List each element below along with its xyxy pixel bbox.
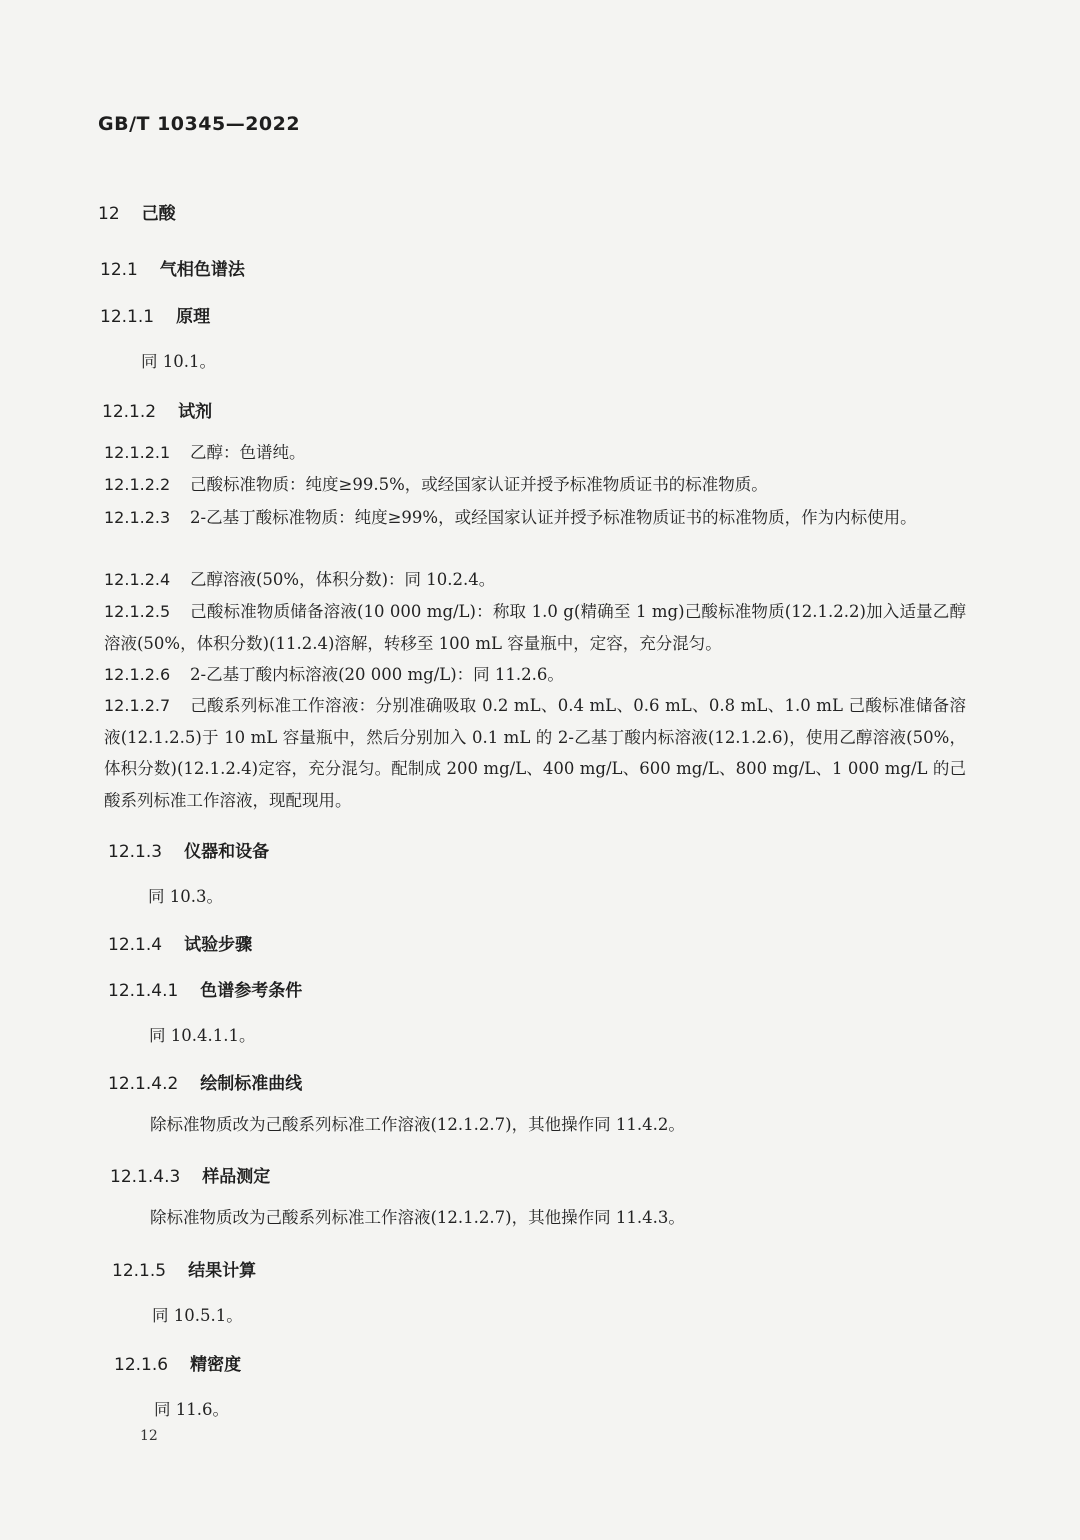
section-body-12-1-3: 同 10.3。 bbox=[148, 887, 223, 906]
section-body-12-1-4-3: 除标准物质改为己酸系列标准工作溶液(12.1.2.7)，其他操作同 11.4.3。 bbox=[150, 1208, 685, 1227]
section-number: 12.1.5 bbox=[112, 1261, 167, 1281]
section-number: 12.1.4.1 bbox=[108, 981, 179, 1001]
section-title: 结果计算 bbox=[188, 1261, 257, 1281]
section-number: 12.1.6 bbox=[114, 1355, 169, 1375]
section-title: 仪器和设备 bbox=[184, 842, 270, 862]
reagent-number: 12.1.2.7 bbox=[104, 696, 171, 715]
reagent-number: 12.1.2.3 bbox=[104, 508, 171, 527]
section-body-12-1-6: 同 11.6。 bbox=[154, 1400, 229, 1419]
section-heading-12-1-4 bbox=[108, 930, 252, 955]
section-heading-12-1-4-1 bbox=[108, 976, 302, 1001]
section-body-12-1-4-1: 同 10.4.1.1。 bbox=[149, 1026, 256, 1045]
section-number: 12 bbox=[98, 204, 120, 224]
reagent-number: 12.1.2.6 bbox=[104, 665, 171, 684]
section-body-12-1-5: 同 10.5.1。 bbox=[152, 1306, 243, 1325]
reagent-text: 己酸标准物质：纯度≥99.5%，或经国家认证并授予标准物质证书的标准物质。 bbox=[190, 475, 768, 494]
standard-code: GB/T 10345—2022 bbox=[98, 113, 301, 135]
reagent-item bbox=[104, 469, 966, 501]
reagent-text: 己酸系列标准工作溶液：分别准确吸取 0.2 mL、0.4 mL、0.6 mL、0.8 mL、1.0 mL 己酸标准储备溶液(12.1.2.5)于 10 mL 容量瓶中，然后分别加入 0.1 mL 的 2-乙基丁酸内标溶液(12.1.2.6)，使用乙醇溶液(50%，体积分数)(12.1.2.4)定容，充分混匀。配制成 200 mg/L、400 mg/L、600 mg/L、800 mg/L、1 000 mg/L 的己酸系列标准工作溶液，现配现用。 bbox=[104, 696, 966, 810]
reagent-text: 2-乙基丁酸标准物质：纯度≥99%，或经国家认证并授予标准物质证书的标准物质，作为内标使用。 bbox=[190, 508, 917, 527]
section-title: 试验步骤 bbox=[184, 935, 253, 955]
section-number: 12.1.3 bbox=[108, 842, 163, 862]
reagent-item bbox=[104, 690, 966, 816]
section-heading-12-1-3 bbox=[108, 837, 269, 862]
section-heading-12-1-4-2 bbox=[108, 1069, 302, 1094]
section-title: 绘制标准曲线 bbox=[200, 1074, 303, 1094]
section-heading-12-1-2 bbox=[102, 397, 212, 422]
reagent-item bbox=[104, 502, 966, 534]
section-body-12-1-4-2: 除标准物质改为己酸系列标准工作溶液(12.1.2.7)，其他操作同 11.4.2。 bbox=[150, 1115, 685, 1134]
section-title: 色谱参考条件 bbox=[200, 981, 303, 1001]
section-title: 己酸 bbox=[141, 204, 176, 224]
section-title: 试剂 bbox=[178, 402, 213, 422]
reagent-text: 己酸标准物质储备溶液(10 000 mg/L)：称取 1.0 g(精确至 1 mg)己酸标准物质(12.1.2.2)加入适量乙醇溶液(50%，体积分数)(11.2.4)溶解，转移至 100 mL 容量瓶中，定容，充分混匀。 bbox=[104, 602, 966, 653]
page-number: 12 bbox=[140, 1428, 158, 1444]
section-number: 12.1.4 bbox=[108, 935, 163, 955]
section-heading-12-1-4-3 bbox=[110, 1162, 270, 1187]
section-number: 12.1.4.3 bbox=[110, 1167, 181, 1187]
section-body-12-1-1: 同 10.1。 bbox=[141, 352, 216, 371]
section-heading-12-1 bbox=[100, 255, 245, 280]
section-heading-12-1-6 bbox=[114, 1350, 241, 1375]
reagent-number: 12.1.2.5 bbox=[104, 602, 171, 621]
section-title: 气相色谱法 bbox=[159, 260, 245, 280]
section-number: 12.1.2 bbox=[102, 402, 157, 422]
reagent-text: 2-乙基丁酸内标溶液(20 000 mg/L)：同 11.2.6。 bbox=[190, 665, 564, 684]
reagent-text: 乙醇：色谱纯。 bbox=[190, 443, 306, 462]
section-heading-12 bbox=[98, 199, 176, 224]
section-title: 样品测定 bbox=[202, 1167, 271, 1187]
section-number: 12.1.4.2 bbox=[108, 1074, 179, 1094]
reagent-item bbox=[104, 564, 966, 596]
reagent-item bbox=[104, 659, 966, 691]
reagent-number: 12.1.2.4 bbox=[104, 570, 171, 589]
section-number: 12.1.1 bbox=[100, 307, 155, 327]
reagent-text: 乙醇溶液(50%，体积分数)：同 10.2.4。 bbox=[190, 570, 496, 589]
section-heading-12-1-1 bbox=[100, 302, 210, 327]
section-heading-12-1-5 bbox=[112, 1256, 256, 1281]
section-number: 12.1 bbox=[100, 260, 138, 280]
reagent-item bbox=[104, 596, 966, 659]
reagent-number: 12.1.2.2 bbox=[104, 475, 171, 494]
section-title: 精密度 bbox=[190, 1355, 242, 1375]
reagent-number: 12.1.2.1 bbox=[104, 443, 171, 462]
section-title: 原理 bbox=[176, 307, 211, 327]
reagent-item bbox=[104, 437, 966, 469]
